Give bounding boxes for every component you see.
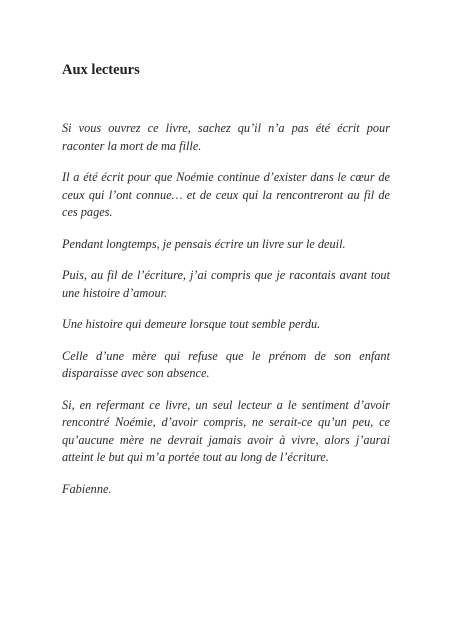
paragraph: Si vous ouvrez ce livre, sachez qu’il n’a pas été écrit pour raconter la mort de ma fille. — [62, 121, 390, 153]
paragraph: Une histoire qui demeure lorsque tout semble perdu. — [62, 317, 321, 331]
paragraph: Pendant longtemps, je pensais écrire un livre sur le deuil. — [62, 236, 346, 251]
paragraph: Si, en refermant ce livre, un seul lecteur a le sentiment d’avoir rencontré Noémie, d’avoir compris, ne serait-ce qu’un peu, ce qu’aucune mère ne devrait jamais avoir à vivre, alors j’aurai atteint le but qui m’a portée tout au long de l’écriture. — [62, 397, 390, 464]
paragraph: Puis, au fil de l’écriture, j’ai compris que je racontais avant tout une histoire d’amour. — [62, 268, 390, 300]
foreword-text — [62, 120, 390, 512]
paragraph: Il a été écrit pour que Noémie continue d’exister dans le cœur de ceux qui l’ont connue… et de ceux qui la rencontreront au fil de ces pages. — [62, 170, 390, 219]
paragraph: Celle d’une mère qui refuse que le prénom de son enfant disparaisse avec son absence. — [62, 348, 390, 380]
signature: Fabienne. — [62, 481, 112, 496]
page-title: Aux lecteurs — [62, 62, 140, 78]
